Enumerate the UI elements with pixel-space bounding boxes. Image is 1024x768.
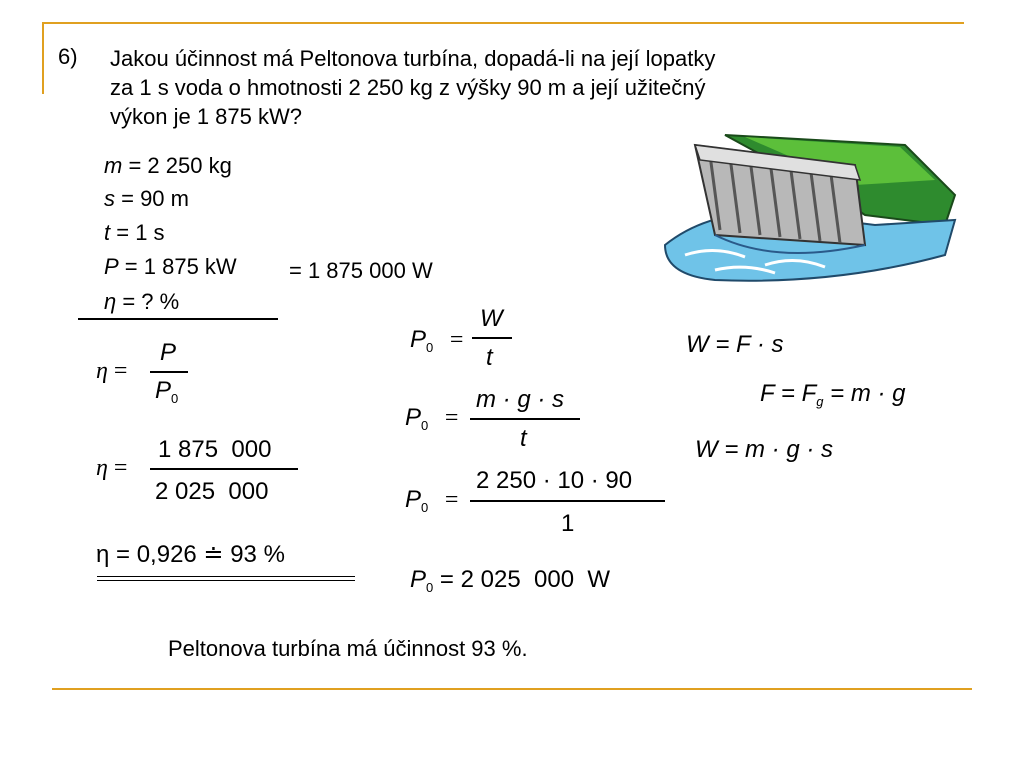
question-line-1: Jakou účinnost má Peltonova turbína, dopadá-li na její lopatky bbox=[110, 46, 716, 71]
given-eta: η = ? % bbox=[104, 289, 180, 314]
left-eq2-bar bbox=[150, 468, 298, 470]
question-text bbox=[110, 44, 910, 131]
mid-eq2-den: t bbox=[520, 425, 527, 452]
left-eq3-result: η = 0,926 ≐ 93 % bbox=[96, 541, 285, 568]
mid-eq1-num: W bbox=[480, 305, 503, 332]
result-underline-1 bbox=[97, 576, 355, 577]
mid-eq1-bar bbox=[472, 337, 512, 339]
left-eq2-den: 2 025 000 bbox=[155, 478, 269, 505]
mid-eq4: $P_0 = 2$ 025 000 W bbox=[410, 566, 611, 595]
bottom-divider bbox=[52, 688, 972, 690]
mid-eq1-den: t bbox=[486, 344, 493, 371]
given-P: P = 1 875 kW bbox=[104, 254, 237, 279]
mid-eq3-lhs: $P_0$ = bbox=[405, 486, 459, 515]
given-m: m = 2 250 kg bbox=[104, 153, 232, 178]
given-s: s = 90 m bbox=[104, 186, 189, 211]
dam-illustration bbox=[655, 125, 965, 285]
result-underline-2 bbox=[97, 580, 355, 581]
mid-eq1-lhs: $P_0$ = bbox=[410, 326, 464, 355]
left-eq1-den: $P_0$ bbox=[155, 377, 179, 406]
left-eq1-num: P bbox=[160, 339, 177, 366]
left-eq1-bar bbox=[150, 371, 188, 373]
top-divider bbox=[42, 22, 964, 24]
mid-eq3-bar bbox=[470, 500, 665, 502]
mid-eq2-lhs: $P_0$ = bbox=[405, 404, 459, 433]
mid-eq3-num: 2 250 · 10 · 90 bbox=[476, 467, 633, 494]
mid-eq3-den: 1 bbox=[561, 510, 575, 537]
given-divider bbox=[78, 318, 278, 320]
conclusion-text: Peltonova turbína má účinnost 93 %. bbox=[168, 636, 528, 661]
right-eq2: $F = F_g = m \cdot g$ bbox=[760, 380, 906, 409]
mid-eq2-num: m · g · s bbox=[476, 386, 564, 413]
right-eq1: W = F · s bbox=[686, 331, 784, 358]
left-eq1-lhs: η = bbox=[96, 358, 128, 384]
given-P-converted: = 1 875 000 W bbox=[289, 258, 433, 283]
given-t: t = 1 s bbox=[104, 220, 165, 245]
left-eq2-num: 1 875 000 bbox=[158, 436, 272, 463]
question-line-2: za 1 s voda o hmotnosti 2 250 kg z výšky 90 m a její užitečný bbox=[110, 75, 706, 100]
left-divider bbox=[42, 22, 44, 94]
question-number: 6) bbox=[58, 44, 78, 69]
left-eq2-lhs: η = bbox=[96, 455, 128, 481]
question-line-3: výkon je 1 875 kW? bbox=[110, 104, 302, 129]
mid-eq2-bar bbox=[470, 418, 580, 420]
right-eq3: W = m · g · s bbox=[695, 436, 833, 463]
